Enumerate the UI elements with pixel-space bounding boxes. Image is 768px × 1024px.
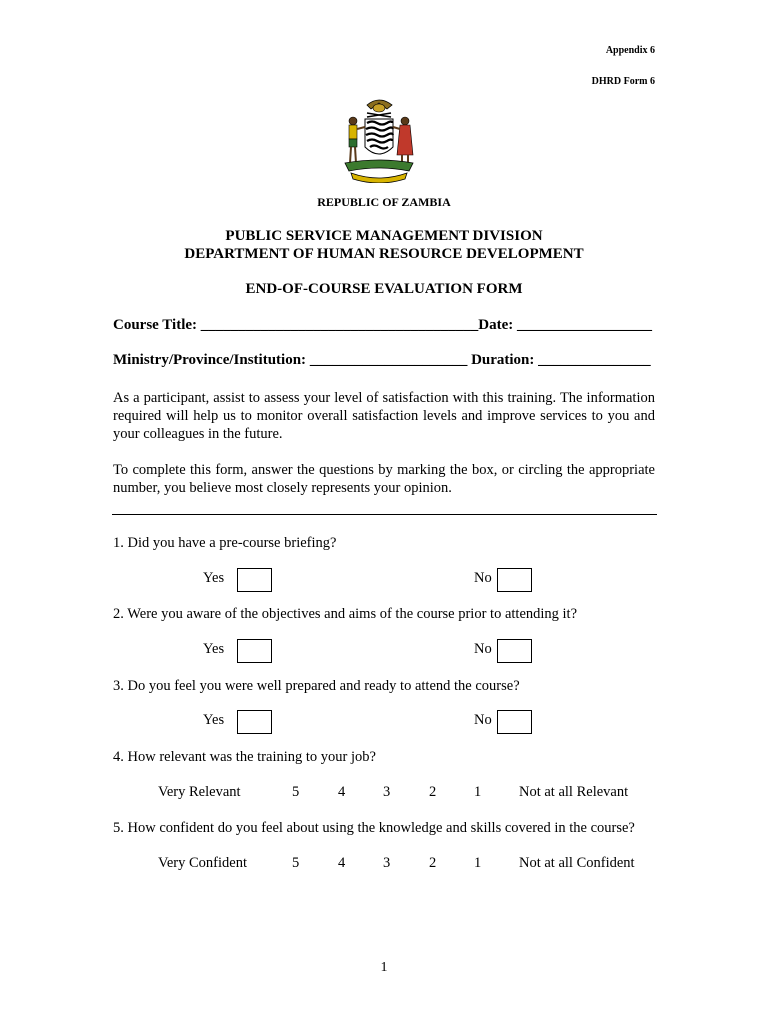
q4-low-label: Not at all Relevant <box>519 784 629 800</box>
q1-no-label: No <box>474 570 492 586</box>
q4-scale-4[interactable]: 4 <box>338 784 346 800</box>
section-divider <box>112 514 657 515</box>
q1-yes-label: Yes <box>203 570 225 586</box>
ministry-row <box>113 352 651 369</box>
question-4: 4. How relevant was the training to your job? <box>113 749 376 765</box>
course-title-row <box>113 317 652 334</box>
q4-scale-2[interactable]: 2 <box>429 784 437 800</box>
q3-yes-checkbox[interactable] <box>237 710 272 734</box>
date-label: Date: <box>478 317 514 333</box>
q2-yes-checkbox[interactable] <box>237 639 272 663</box>
q5-high-label: Very Confident <box>158 855 247 871</box>
q5-scale-5[interactable]: 5 <box>292 855 300 871</box>
q5-low-label: Not at all Confident <box>519 855 635 871</box>
question-1: 1. Did you have a pre-course briefing? <box>113 535 337 551</box>
course-title-label: Course Title: <box>113 317 198 333</box>
q1-no-checkbox[interactable] <box>497 568 532 592</box>
instructions-paragraph-2: To complete this form, answer the questions by marking the box, or circling the appropriate number, you believe most closely represents your opinion. <box>113 462 655 496</box>
form-title: END-OF-COURSE EVALUATION FORM <box>245 281 523 297</box>
ministry-field[interactable]: _____________________ <box>309 352 468 368</box>
q2-yes-label: Yes <box>203 641 225 657</box>
question-5: 5. How confident do you feel about using the knowledge and skills covered in the course? <box>113 820 635 836</box>
q1-yes-checkbox[interactable] <box>237 568 272 592</box>
q4-scale-3[interactable]: 3 <box>383 784 391 800</box>
q4-scale-5[interactable]: 5 <box>292 784 300 800</box>
question-3: 3. Do you feel you were well prepared and ready to attend the course? <box>113 678 520 694</box>
duration-label: Duration: <box>471 352 535 368</box>
q4-high-label: Very Relevant <box>158 784 241 800</box>
appendix-label: Appendix 6 <box>605 45 655 56</box>
q5-scale-3[interactable]: 3 <box>383 855 391 871</box>
q3-yes-label: Yes <box>203 712 225 728</box>
republic-title: REPUBLIC OF ZAMBIA <box>317 195 451 209</box>
q5-scale-1[interactable]: 1 <box>474 855 482 871</box>
q4-scale-1[interactable]: 1 <box>474 784 482 800</box>
q5-scale-4[interactable]: 4 <box>338 855 346 871</box>
date-field[interactable]: __________________ <box>517 317 653 333</box>
q3-no-checkbox[interactable] <box>497 710 532 734</box>
duration-field[interactable]: _______________ <box>538 352 651 368</box>
division-title: PUBLIC SERVICE MANAGEMENT DIVISION <box>225 228 543 244</box>
q5-scale-2[interactable]: 2 <box>429 855 437 871</box>
q2-no-label: No <box>474 641 492 657</box>
q3-no-label: No <box>474 712 492 728</box>
page-number: 1 <box>380 960 388 975</box>
course-title-field[interactable]: _____________________________________ <box>200 317 479 333</box>
ministry-label: Ministry/Province/Institution: <box>113 352 307 368</box>
instructions-paragraph-1: As a participant, assist to assess your level of satisfaction with this training. The information required will help us to monitor overall satisfaction levels and improve services to you and your colleagues in the future. <box>113 390 655 442</box>
q2-no-checkbox[interactable] <box>497 639 532 663</box>
form-number-label: DHRD Form 6 <box>591 76 655 87</box>
question-2: 2. Were you aware of the objectives and aims of the course prior to attending it? <box>113 606 578 622</box>
zambia-coat-of-arms-icon <box>337 95 422 183</box>
department-title: DEPARTMENT OF HUMAN RESOURCE DEVELOPMENT <box>184 246 584 262</box>
